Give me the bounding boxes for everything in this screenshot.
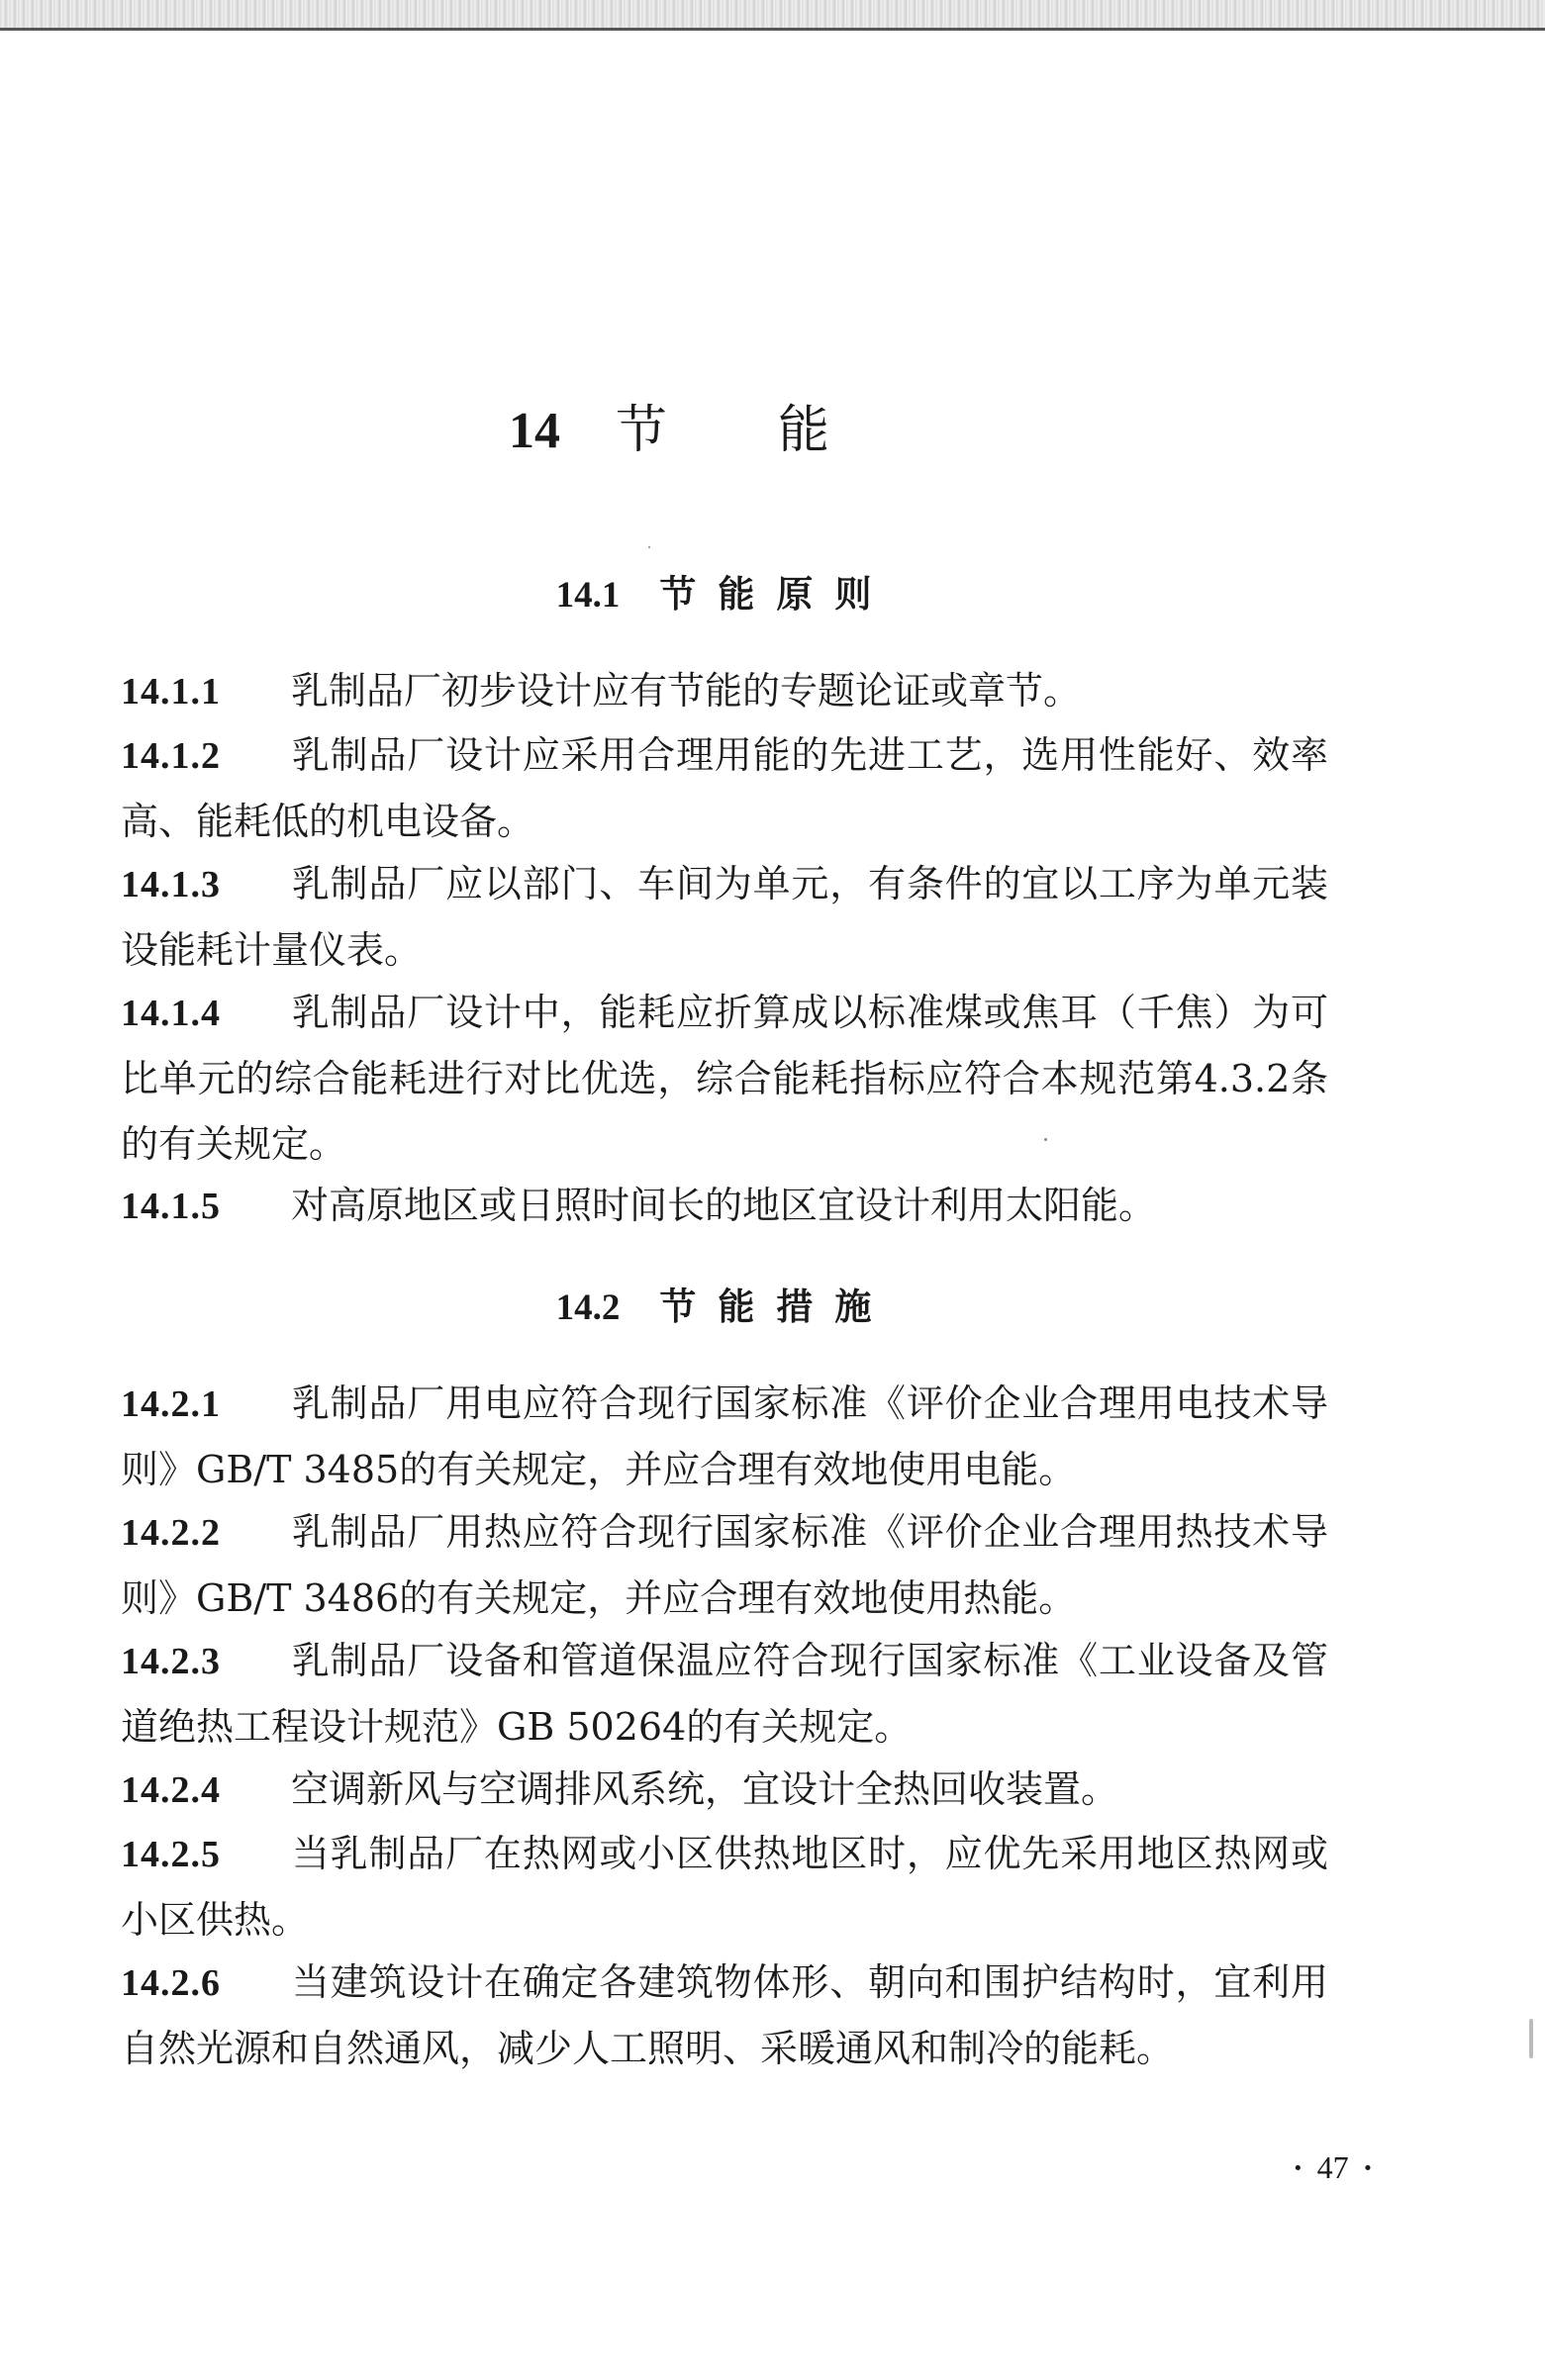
clause-text: 乳制品厂用电应符合现行国家标准《评价企业合理用电技术导则》GB/T 3485的有关规定，并应合理有效地使用电能。 [121,1381,1328,1491]
scan-edge-mark [1529,2019,1533,2058]
scan-edge-line [0,28,1545,31]
clause-number: 14.1.2 [121,735,221,777]
clause-text: 当建筑设计在确定各建筑物体形、朝向和围护结构时，宜利用自然光源和自然通风，减少人工照明、采暖通风和制冷的能耗。 [121,1960,1328,2070]
clause-number: 14.2.2 [121,1512,221,1554]
chapter-heading [121,388,1328,462]
clause-text: 乳制品厂应以部门、车间为单元，有条件的宜以工序为单元装设能耗计量仪表。 [121,862,1328,972]
section-heading [121,1277,1328,1330]
section-title: 节能措施 [659,1285,894,1328]
section-heading [121,564,1328,618]
clause-number: 14.1.4 [121,993,221,1034]
clause-text: 当乳制品厂在热网或小区供热地区时，应优先采用地区热网或小区供热。 [121,1832,1328,1942]
clause-text: 对高原地区或日照时间长的地区宜设计利用太阳能。 [291,1184,1157,1227]
clause-text: 乳制品厂设备和管道保温应符合现行国家标准《工业设备及管道绝热工程设计规范》GB 50264的有关规定。 [121,1639,1328,1749]
clause-number: 14.1.3 [121,864,221,905]
clause-text: 乳制品厂设计中，能耗应折算成以标准煤或焦耳（千焦）为可比单元的综合能耗进行对比优选，综合能耗指标应符合本规范第4.3.2条的有关规定。 [121,991,1328,1166]
clause [121,1499,1328,1631]
scan-speck [1044,1138,1047,1141]
clause [121,1628,1328,1760]
clause-number: 14.2.5 [121,1834,221,1875]
clause [121,1757,1328,1823]
clause-number: 14.2.4 [121,1769,221,1811]
clause-number: 14.2.6 [121,1962,221,2004]
clause-number: 14.2.3 [121,1641,221,1682]
section-number: 14.2 [555,1287,621,1328]
clause [121,1821,1328,1952]
clause [121,722,1328,854]
section-number: 14.1 [555,575,621,616]
clause [121,980,1328,1177]
clause-number: 14.1.1 [121,671,221,713]
clause [121,851,1328,983]
clause-text: 乳制品厂设计应采用合理用能的先进工艺，选用性能好、效率高、能耗低的机电设备。 [121,733,1328,843]
clause [121,1950,1328,2081]
clause-text: 乳制品厂初步设计应有节能的专题论证或章节。 [291,669,1082,713]
section-title: 节能原则 [659,572,894,616]
clause-number: 14.2.1 [121,1383,221,1425]
chapter-number: 14 [508,403,560,459]
clause [121,1173,1328,1239]
page-number [1279,2149,1387,2186]
clause-text: 乳制品厂用热应符合现行国家标准《评价企业合理用热技术导则》GB/T 3486的有关规定，并应合理有效地使用热能。 [121,1510,1328,1620]
clause-text: 空调新风与空调排风系统，宜设计全热回收装置。 [291,1767,1119,1811]
scan-border-top [0,0,1545,30]
chapter-title: 节能 [615,401,940,460]
page-number-dot-right: · [1362,2149,1374,2185]
scan-speck [648,546,650,548]
clause [121,1371,1328,1502]
page-number-dot-left: · [1293,2149,1304,2185]
clause [121,658,1328,724]
clause-number: 14.1.5 [121,1186,221,1227]
page-number-value: 47 [1316,2149,1349,2185]
